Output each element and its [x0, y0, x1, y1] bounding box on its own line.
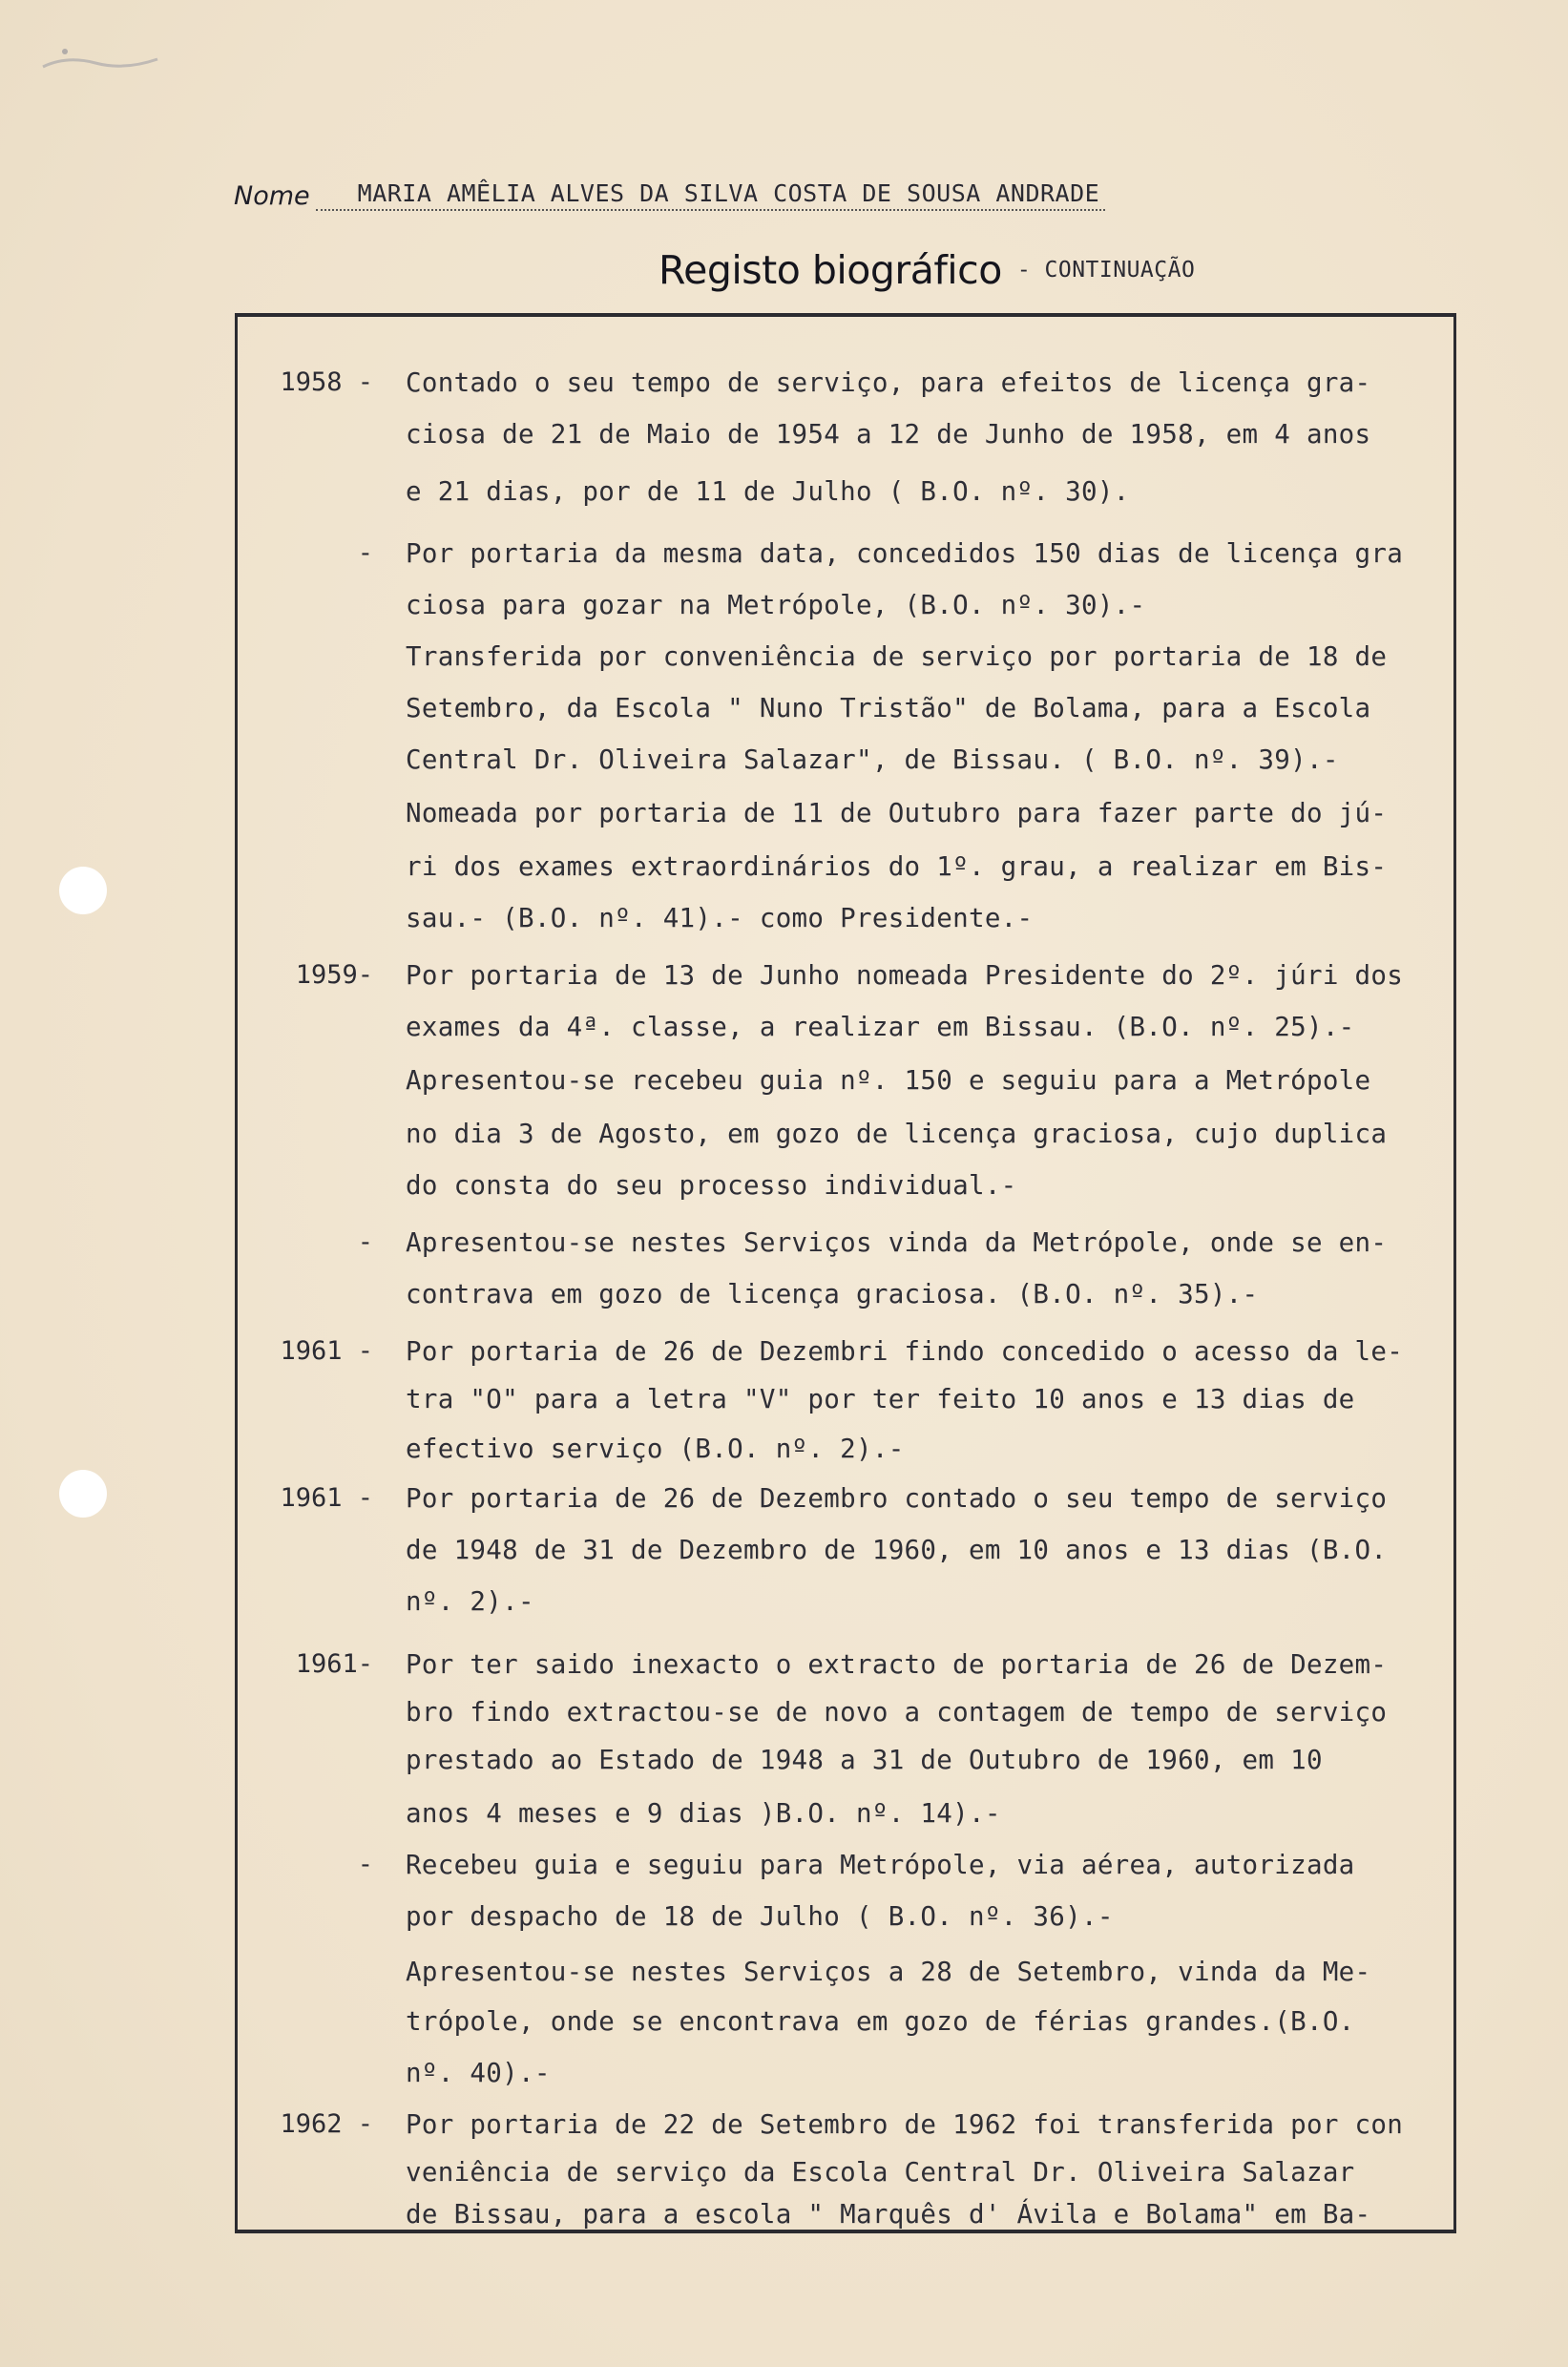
entry-line	[0, 2000, 1568, 2042]
entry-line	[0, 1951, 1568, 1993]
entry-line	[0, 1378, 1568, 1420]
entry-text: Apresentou-se recebeu guia nº. 150 e seguiu para a Metrópole	[406, 1065, 1371, 1096]
entry-line	[0, 2193, 1568, 2235]
entry-line	[0, 362, 1568, 404]
entry-text: Central Dr. Oliveira Salazar", de Bissau. ( B.O. nº. 39).-	[406, 744, 1339, 775]
name-row	[234, 177, 1284, 211]
entry-text: efectivo serviço (B.O. nº. 2).-	[406, 1434, 905, 1464]
entry-text: Por portaria de 22 de Setembro de 1962 foi transferida por con	[406, 2109, 1404, 2140]
entry-year: 1961 -	[280, 1336, 373, 1366]
entry-text: nº. 40).-	[406, 2058, 551, 2088]
entry-text: nº. 2).-	[406, 1586, 534, 1617]
entry-line	[0, 687, 1568, 729]
entry-line	[0, 1896, 1568, 1938]
entry-text: ciosa para gozar na Metrópole, (B.O. nº. 30).-	[406, 590, 1146, 620]
entry-text: Setembro, da Escola " Nuno Tristão" de Bolama, para a Escola	[406, 693, 1371, 723]
entry-line	[0, 413, 1568, 455]
entry-line	[0, 1059, 1568, 1101]
entry-line	[0, 1477, 1568, 1519]
entry-text: Apresentou-se nestes Serviços a 28 de Setembro, vinda da Me-	[406, 1957, 1371, 1987]
entry-text: veniência de serviço da Escola Central Dr. Oliveira Salazar	[406, 2157, 1355, 2188]
entry-line	[0, 897, 1568, 939]
entry-text: de 1948 de 31 de Dezembro de 1960, em 10 anos e 13 dias (B.O.	[406, 1535, 1388, 1565]
entry-line	[0, 1581, 1568, 1623]
entry-text: ciosa de 21 de Maio de 1954 a 12 de Junho de 1958, em 4 anos	[406, 419, 1371, 450]
entry-line	[0, 792, 1568, 834]
entry-text: de Bissau, para a escola " Marquês d' Ávila e Bolama" em Ba-	[406, 2199, 1371, 2230]
entry-line	[0, 636, 1568, 678]
entry-text: Nomeada por portaria de 11 de Outubro para fazer parte do jú-	[406, 798, 1388, 828]
entry-line	[0, 533, 1568, 575]
entry-line	[0, 1844, 1568, 1886]
entry-text: prestado ao Estado de 1948 a 31 de Outubro de 1960, em 10	[406, 1745, 1323, 1775]
entry-line	[0, 1330, 1568, 1372]
entry-text: ri dos exames extraordinários do 1º. grau, a realizar em Bis-	[406, 851, 1388, 882]
entry-line	[0, 954, 1568, 996]
entry-year: 1962 -	[280, 2109, 373, 2139]
entry-line	[0, 1739, 1568, 1781]
name-value: MARIA AMÊLIA ALVES DA SILVA COSTA DE SOUSA ANDRADE	[316, 179, 1106, 211]
entry-text: Contado o seu tempo de serviço, para efeitos de licença gra-	[406, 367, 1371, 398]
entry-line	[0, 1273, 1568, 1315]
entry-year: 1961 -	[280, 1483, 373, 1513]
entry-text: Transferida por conveniência de serviço por portaria de 18 de	[406, 641, 1388, 672]
entry-year: 1959-	[295, 960, 373, 990]
entry-line	[0, 2052, 1568, 2094]
entry-year: 1961-	[295, 1649, 373, 1679]
entry-text: no dia 3 de Agosto, em gozo de licença graciosa, cujo duplica	[406, 1119, 1388, 1149]
entry-line	[0, 2104, 1568, 2146]
entry-line	[0, 1006, 1568, 1048]
page-title-suffix: - CONTINUAÇÃO	[1016, 258, 1196, 283]
entry-year: -	[357, 538, 373, 568]
entry-text: do consta do seu processo individual.-	[406, 1170, 1017, 1201]
entry-line	[0, 1644, 1568, 1686]
entry-text: sau.- (B.O. nº. 41).- como Presidente.-	[406, 903, 1034, 933]
entry-line	[0, 1113, 1568, 1155]
entry-text: por despacho de 18 de Julho ( B.O. nº. 36).-	[406, 1901, 1114, 1932]
entry-text: e 21 dias, por de 11 de Julho ( B.O. nº. 30).	[406, 476, 1130, 507]
entry-text: tra "O" para a letra "V" por ter feito 10 anos e 13 dias de	[406, 1384, 1355, 1414]
entry-line	[0, 471, 1568, 513]
entry-year: -	[357, 1227, 373, 1257]
ink-smudge-mark	[38, 38, 162, 86]
entry-text: Apresentou-se nestes Serviços vinda da Metrópole, onde se en-	[406, 1227, 1388, 1258]
entry-year: 1958 -	[280, 367, 373, 397]
entry-line	[0, 1691, 1568, 1733]
entry-text: exames da 4ª. classe, a realizar em Bissau. (B.O. nº. 25).-	[406, 1012, 1355, 1042]
entry-text: trópole, onde se encontrava em gozo de férias grandes.(B.O.	[406, 2006, 1355, 2037]
entry-line	[0, 1529, 1568, 1571]
name-label: Nome	[234, 181, 310, 211]
page-title-text: Registo biográfico	[659, 247, 1002, 293]
entry-text: Por portaria de 26 de Dezembri findo concedido o acesso da le-	[406, 1336, 1404, 1367]
entry-line	[0, 846, 1568, 888]
entry-text: Recebeu guia e seguiu para Metrópole, via aérea, autorizada	[406, 1850, 1355, 1880]
entry-text: Por portaria da mesma data, concedidos 150 dias de licença gra	[406, 538, 1404, 569]
entry-text: contrava em gozo de licença graciosa. (B.O. nº. 35).-	[406, 1279, 1259, 1309]
entry-line	[0, 1428, 1568, 1470]
entry-line	[0, 2151, 1568, 2193]
entry-line	[0, 1792, 1568, 1834]
entry-line	[0, 1222, 1568, 1264]
page-title	[659, 241, 1195, 299]
entry-text: Por portaria de 26 de Dezembro contado o seu tempo de serviço	[406, 1483, 1388, 1514]
entry-line	[0, 1164, 1568, 1206]
entry-text: bro findo extractou-se de novo a contagem de tempo de serviço	[406, 1697, 1388, 1728]
entry-year: -	[357, 1850, 373, 1879]
entry-text: anos 4 meses e 9 dias )B.O. nº. 14).-	[406, 1798, 1001, 1829]
entry-text: Por ter saido inexacto o extracto de portaria de 26 de Dezem-	[406, 1649, 1388, 1680]
entry-line	[0, 739, 1568, 781]
entry-text: Por portaria de 13 de Junho nomeada Presidente do 2º. júri dos	[406, 960, 1404, 991]
entry-line	[0, 584, 1568, 626]
